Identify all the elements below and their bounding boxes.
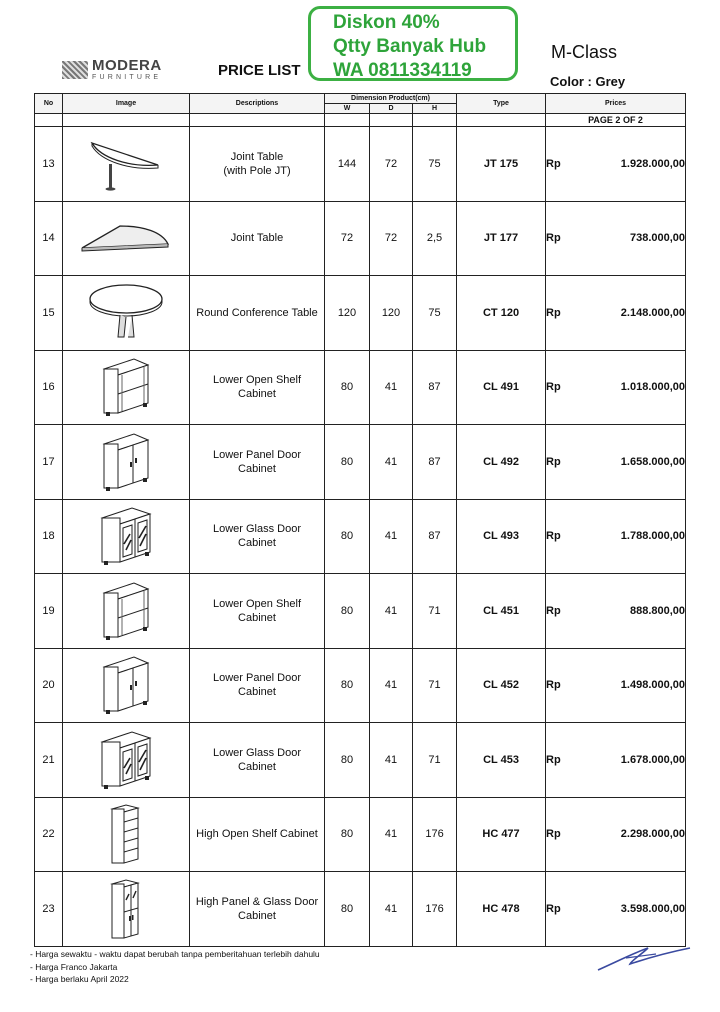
promo-box (308, 6, 518, 81)
promo-line: Diskon 40% (333, 12, 440, 33)
page-title: PRICE LIST (218, 62, 301, 79)
row-number: 15 (35, 276, 63, 351)
currency-label: Rp (546, 306, 561, 319)
row-width: 80 (325, 425, 370, 500)
glass-door-cabinet-icon (94, 504, 158, 568)
currency-label: Rp (546, 530, 561, 543)
header-descriptions: Descriptions (190, 94, 325, 114)
row-type: CL 453 (457, 723, 546, 798)
panel-door-cabinet-icon (96, 653, 156, 717)
row-type: HC 477 (457, 797, 546, 872)
description-line-2: Cabinet (238, 462, 276, 475)
price-value: 2.148.000,00 (620, 306, 686, 319)
row-width: 80 (325, 723, 370, 798)
row-description (190, 127, 325, 202)
row-price (546, 872, 686, 947)
row-description (190, 350, 325, 425)
description-line-2: Cabinet (238, 388, 276, 401)
row-price (546, 499, 686, 574)
row-height: 176 (413, 797, 457, 872)
row-depth: 41 (370, 723, 413, 798)
row-depth: 41 (370, 574, 413, 649)
description-line-1: Joint Table (230, 150, 284, 163)
row-height: 71 (413, 723, 457, 798)
row-type: CL 452 (457, 648, 546, 723)
row-width: 120 (325, 276, 370, 351)
row-height: 71 (413, 648, 457, 723)
row-type: JT 177 (457, 201, 546, 276)
description-line-1: Lower Glass Door (212, 746, 302, 759)
header-d: D (370, 104, 413, 114)
table-row (35, 648, 686, 723)
description-line-1: Round Conference Table (196, 306, 318, 319)
product-image (63, 648, 190, 723)
row-price (546, 276, 686, 351)
description-line-1: Lower Open Shelf (212, 374, 302, 387)
row-price (546, 127, 686, 202)
high-open-shelf-icon (106, 801, 146, 867)
row-number: 22 (35, 797, 63, 872)
currency-label: Rp (546, 753, 561, 766)
description-line-1: Lower Panel Door (212, 672, 302, 685)
logo-subtitle: FURNITURE (92, 74, 162, 81)
row-width: 80 (325, 499, 370, 574)
currency-label: Rp (546, 381, 561, 394)
product-image (63, 574, 190, 649)
description-line-1: High Open Shelf Cabinet (196, 828, 318, 841)
header-image: Image (63, 94, 190, 114)
product-image (63, 499, 190, 574)
row-price (546, 350, 686, 425)
row-description (190, 648, 325, 723)
row-type: CL 493 (457, 499, 546, 574)
quarter-joint-table-icon (76, 218, 176, 258)
price-value: 1.658.000,00 (620, 455, 686, 468)
row-height: 2,5 (413, 201, 457, 276)
product-image (63, 797, 190, 872)
table-row (35, 276, 686, 351)
price-table (34, 93, 686, 947)
currency-label: Rp (546, 157, 561, 170)
header-type: Type (457, 94, 546, 114)
table-row (35, 201, 686, 276)
logo-name: MODERA (92, 57, 162, 74)
price-value: 1.018.000,00 (620, 381, 686, 394)
row-number: 18 (35, 499, 63, 574)
row-type: CL 492 (457, 425, 546, 500)
glass-door-cabinet-icon (94, 728, 158, 792)
row-number: 14 (35, 201, 63, 276)
currency-label: Rp (546, 679, 561, 692)
description-line-2: Cabinet (238, 760, 276, 773)
table-row (35, 350, 686, 425)
row-description (190, 499, 325, 574)
joint-table-pole-icon (86, 135, 166, 193)
row-type: CL 451 (457, 574, 546, 649)
footnote: - Harga sewaktu - waktu dapat berubah tanpa pemberitahuan terlebih dahulu (30, 949, 320, 959)
product-image (63, 425, 190, 500)
price-value: 1.678.000,00 (620, 753, 686, 766)
row-price (546, 425, 686, 500)
row-width: 144 (325, 127, 370, 202)
row-height: 87 (413, 499, 457, 574)
row-depth: 72 (370, 127, 413, 202)
description-line-1: Lower Panel Door (212, 448, 302, 461)
row-description (190, 201, 325, 276)
row-description (190, 872, 325, 947)
row-depth: 41 (370, 872, 413, 947)
high-panel-glass-cabinet-icon (106, 876, 146, 942)
description-line-2: Cabinet (238, 611, 276, 624)
price-value: 3.598.000,00 (620, 902, 686, 915)
row-height: 87 (413, 425, 457, 500)
row-width: 80 (325, 350, 370, 425)
row-number: 13 (35, 127, 63, 202)
row-depth: 41 (370, 648, 413, 723)
description-line-1: Joint Table (230, 232, 284, 245)
description-line-1: Lower Open Shelf (212, 597, 302, 610)
row-height: 176 (413, 872, 457, 947)
color-label: Color : Grey (550, 74, 626, 89)
row-price (546, 723, 686, 798)
description-line-1: High Panel & Glass Door (195, 895, 319, 908)
row-number: 17 (35, 425, 63, 500)
table-row (35, 797, 686, 872)
description-line-1: Lower Glass Door (212, 523, 302, 536)
table-row (35, 499, 686, 574)
description-line-2: (with Pole JT) (223, 164, 291, 177)
promo-line: WA 0811334119 (333, 60, 472, 81)
currency-label: Rp (546, 604, 561, 617)
row-depth: 120 (370, 276, 413, 351)
product-image (63, 201, 190, 276)
row-width: 80 (325, 574, 370, 649)
product-image (63, 276, 190, 351)
table-row (35, 574, 686, 649)
header-dimension: Dimension Product(cm) (325, 94, 457, 104)
series-name: M-Class (551, 42, 617, 62)
page-indicator: PAGE 2 OF 2 (546, 114, 686, 127)
currency-label: Rp (546, 902, 561, 915)
product-image (63, 872, 190, 947)
description-line-2: Cabinet (238, 909, 276, 922)
row-type: CT 120 (457, 276, 546, 351)
row-width: 72 (325, 201, 370, 276)
price-value: 1.498.000,00 (620, 679, 686, 692)
row-depth: 72 (370, 201, 413, 276)
row-type: JT 175 (457, 127, 546, 202)
row-type: CL 491 (457, 350, 546, 425)
row-height: 71 (413, 574, 457, 649)
panel-door-cabinet-icon (96, 430, 156, 494)
table-row (35, 425, 686, 500)
row-description (190, 574, 325, 649)
price-value: 1.788.000,00 (620, 530, 686, 543)
row-height: 75 (413, 127, 457, 202)
product-image (63, 127, 190, 202)
row-number: 19 (35, 574, 63, 649)
price-value: 2.298.000,00 (620, 828, 686, 841)
row-depth: 41 (370, 350, 413, 425)
row-number: 20 (35, 648, 63, 723)
row-number: 16 (35, 350, 63, 425)
table-row (35, 872, 686, 947)
header-h: H (413, 104, 457, 114)
footnote: - Harga Franco Jakarta (30, 961, 118, 972)
row-price (546, 574, 686, 649)
header-no: No (35, 94, 63, 114)
product-image (63, 723, 190, 798)
header-prices: Prices (546, 94, 686, 114)
row-depth: 41 (370, 797, 413, 872)
currency-label: Rp (546, 455, 561, 468)
currency-label: Rp (546, 232, 561, 245)
footnotes (30, 948, 320, 986)
row-description (190, 276, 325, 351)
brand-logo (62, 58, 162, 81)
row-width: 80 (325, 797, 370, 872)
row-description (190, 797, 325, 872)
row-number: 23 (35, 872, 63, 947)
row-price (546, 648, 686, 723)
row-width: 80 (325, 872, 370, 947)
row-description (190, 425, 325, 500)
row-price (546, 201, 686, 276)
price-value: 888.800,00 (629, 604, 686, 617)
header-w: W (325, 104, 370, 114)
table-row (35, 723, 686, 798)
round-table-icon (86, 283, 166, 343)
row-height: 87 (413, 350, 457, 425)
row-width: 80 (325, 648, 370, 723)
product-image (63, 350, 190, 425)
logo-mark-icon (62, 61, 88, 79)
row-description (190, 723, 325, 798)
price-value: 738.000,00 (629, 232, 686, 245)
open-shelf-cabinet-icon (96, 579, 156, 643)
table-row (35, 127, 686, 202)
footnote: - Harga berlaku April 2022 (30, 974, 129, 984)
row-height: 75 (413, 276, 457, 351)
description-line-2: Cabinet (238, 686, 276, 699)
row-type: HC 478 (457, 872, 546, 947)
row-price (546, 797, 686, 872)
description-line-2: Cabinet (238, 537, 276, 550)
promo-line: Qtty Banyak Hub (333, 36, 487, 57)
currency-label: Rp (546, 828, 561, 841)
open-shelf-cabinet-icon (96, 355, 156, 419)
row-depth: 41 (370, 499, 413, 574)
row-number: 21 (35, 723, 63, 798)
price-value: 1.928.000,00 (620, 157, 686, 170)
signature-icon (596, 940, 692, 974)
row-depth: 41 (370, 425, 413, 500)
